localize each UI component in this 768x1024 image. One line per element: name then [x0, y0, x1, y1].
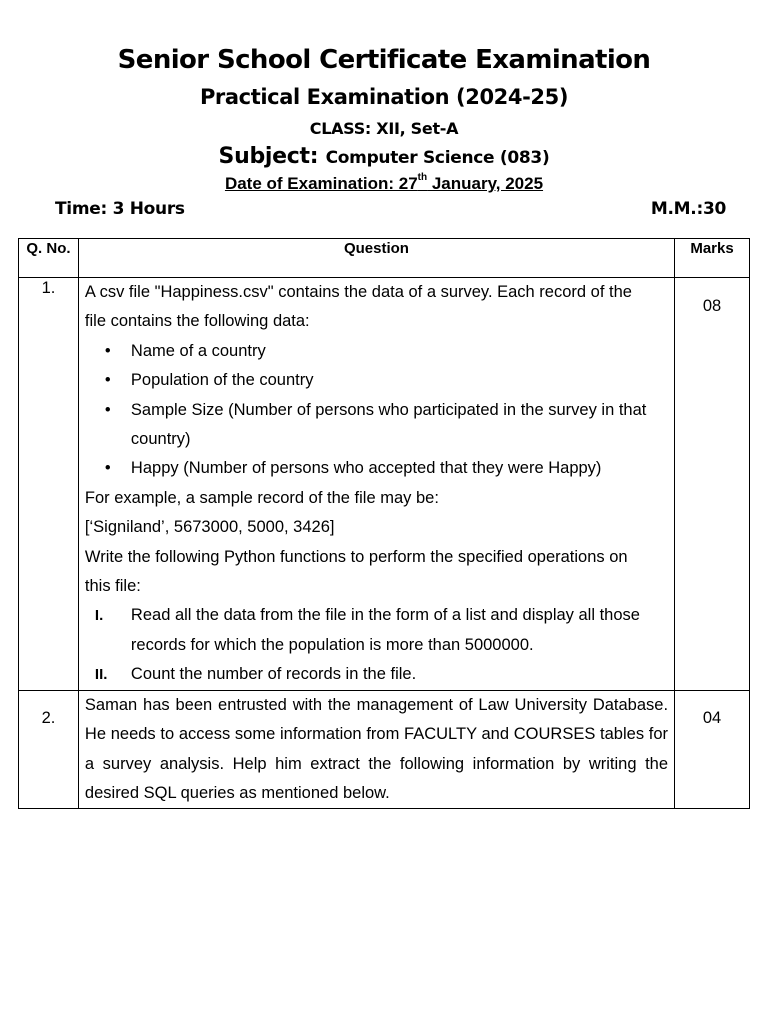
subpart-text: Count the number of records in the file.	[130, 665, 417, 684]
bullet-icon: •	[104, 341, 111, 360]
max-marks: M.M.:30	[650, 199, 726, 219]
time-allowed: Time: 3 Hours	[55, 199, 185, 219]
q1-example-intro: For example, a sample record of the file may be:	[84, 488, 439, 507]
subpart-text: Read all the data from the file in the form of a list and display all those records for which the population is more than 5000000.	[130, 606, 640, 654]
exam-date-ordinal: th	[417, 172, 428, 184]
q1-task-line: this file:	[84, 577, 141, 596]
question-marks: 04	[675, 690, 750, 809]
class-line: CLASS: XII, Set-A	[309, 119, 459, 138]
q1-intro-line: A csv file "Happiness.csv" contains the data of a survey. Each record of the	[84, 283, 632, 301]
exam-name: Practical Examination (2024-25)	[199, 85, 569, 109]
list-item	[85, 601, 668, 660]
bullet-icon: •	[104, 400, 111, 419]
exam-date-prefix: Date of Examination: 27	[224, 174, 418, 193]
list-item-text: Population of the country	[130, 371, 314, 390]
table-row	[19, 278, 750, 691]
list-item-text: Sample Size (Number of persons who participated in the survey in that country)	[130, 400, 647, 449]
subpart-number: I.	[94, 607, 104, 625]
subject-label: Subject:	[218, 144, 319, 169]
q1-intro-line: file contains the following data:	[84, 312, 310, 331]
header-question: Question	[78, 239, 674, 278]
bullet-icon: •	[104, 459, 111, 478]
list-item	[85, 337, 668, 366]
question-number: 2.	[19, 690, 79, 809]
exam-date	[0, 174, 768, 194]
question-number: 1.	[19, 278, 79, 691]
list-item-text: Name of a country	[130, 341, 266, 360]
table-header-row	[19, 239, 750, 278]
list-item	[85, 454, 668, 483]
subpart-number: II.	[94, 666, 108, 684]
list-item	[85, 396, 668, 455]
q1-task-line: Write the following Python functions to perform the specified operations on	[84, 547, 628, 566]
question-text: Saman has been entrusted with the management of Law University Database. He needs to access some information from FACULTY and COURSES tables for a survey analysis. Help him extract the following information by writing the desired SQL queries as mentioned below.	[78, 690, 674, 809]
subject-line	[0, 144, 768, 169]
question-table	[18, 238, 750, 809]
list-item	[85, 660, 668, 689]
header-qno: Q. No.	[19, 239, 79, 278]
bullet-icon: •	[104, 371, 111, 390]
question-text	[78, 278, 674, 691]
table-row	[19, 690, 750, 809]
q1-example-record: [‘Signiland’, 5673000, 5000, 3426]	[84, 518, 335, 537]
q1-subpart-list	[85, 601, 668, 689]
list-item-text: Happy (Number of persons who accepted that they were Happy)	[130, 459, 602, 478]
question-marks: 08	[675, 278, 750, 691]
list-item	[85, 366, 668, 395]
exam-title: Senior School Certificate Examination	[117, 45, 651, 75]
header-marks: Marks	[675, 239, 750, 278]
subject-value: Computer Science (083)	[325, 148, 550, 168]
exam-date-suffix: January, 2025	[427, 174, 544, 193]
q1-field-list	[85, 337, 668, 484]
